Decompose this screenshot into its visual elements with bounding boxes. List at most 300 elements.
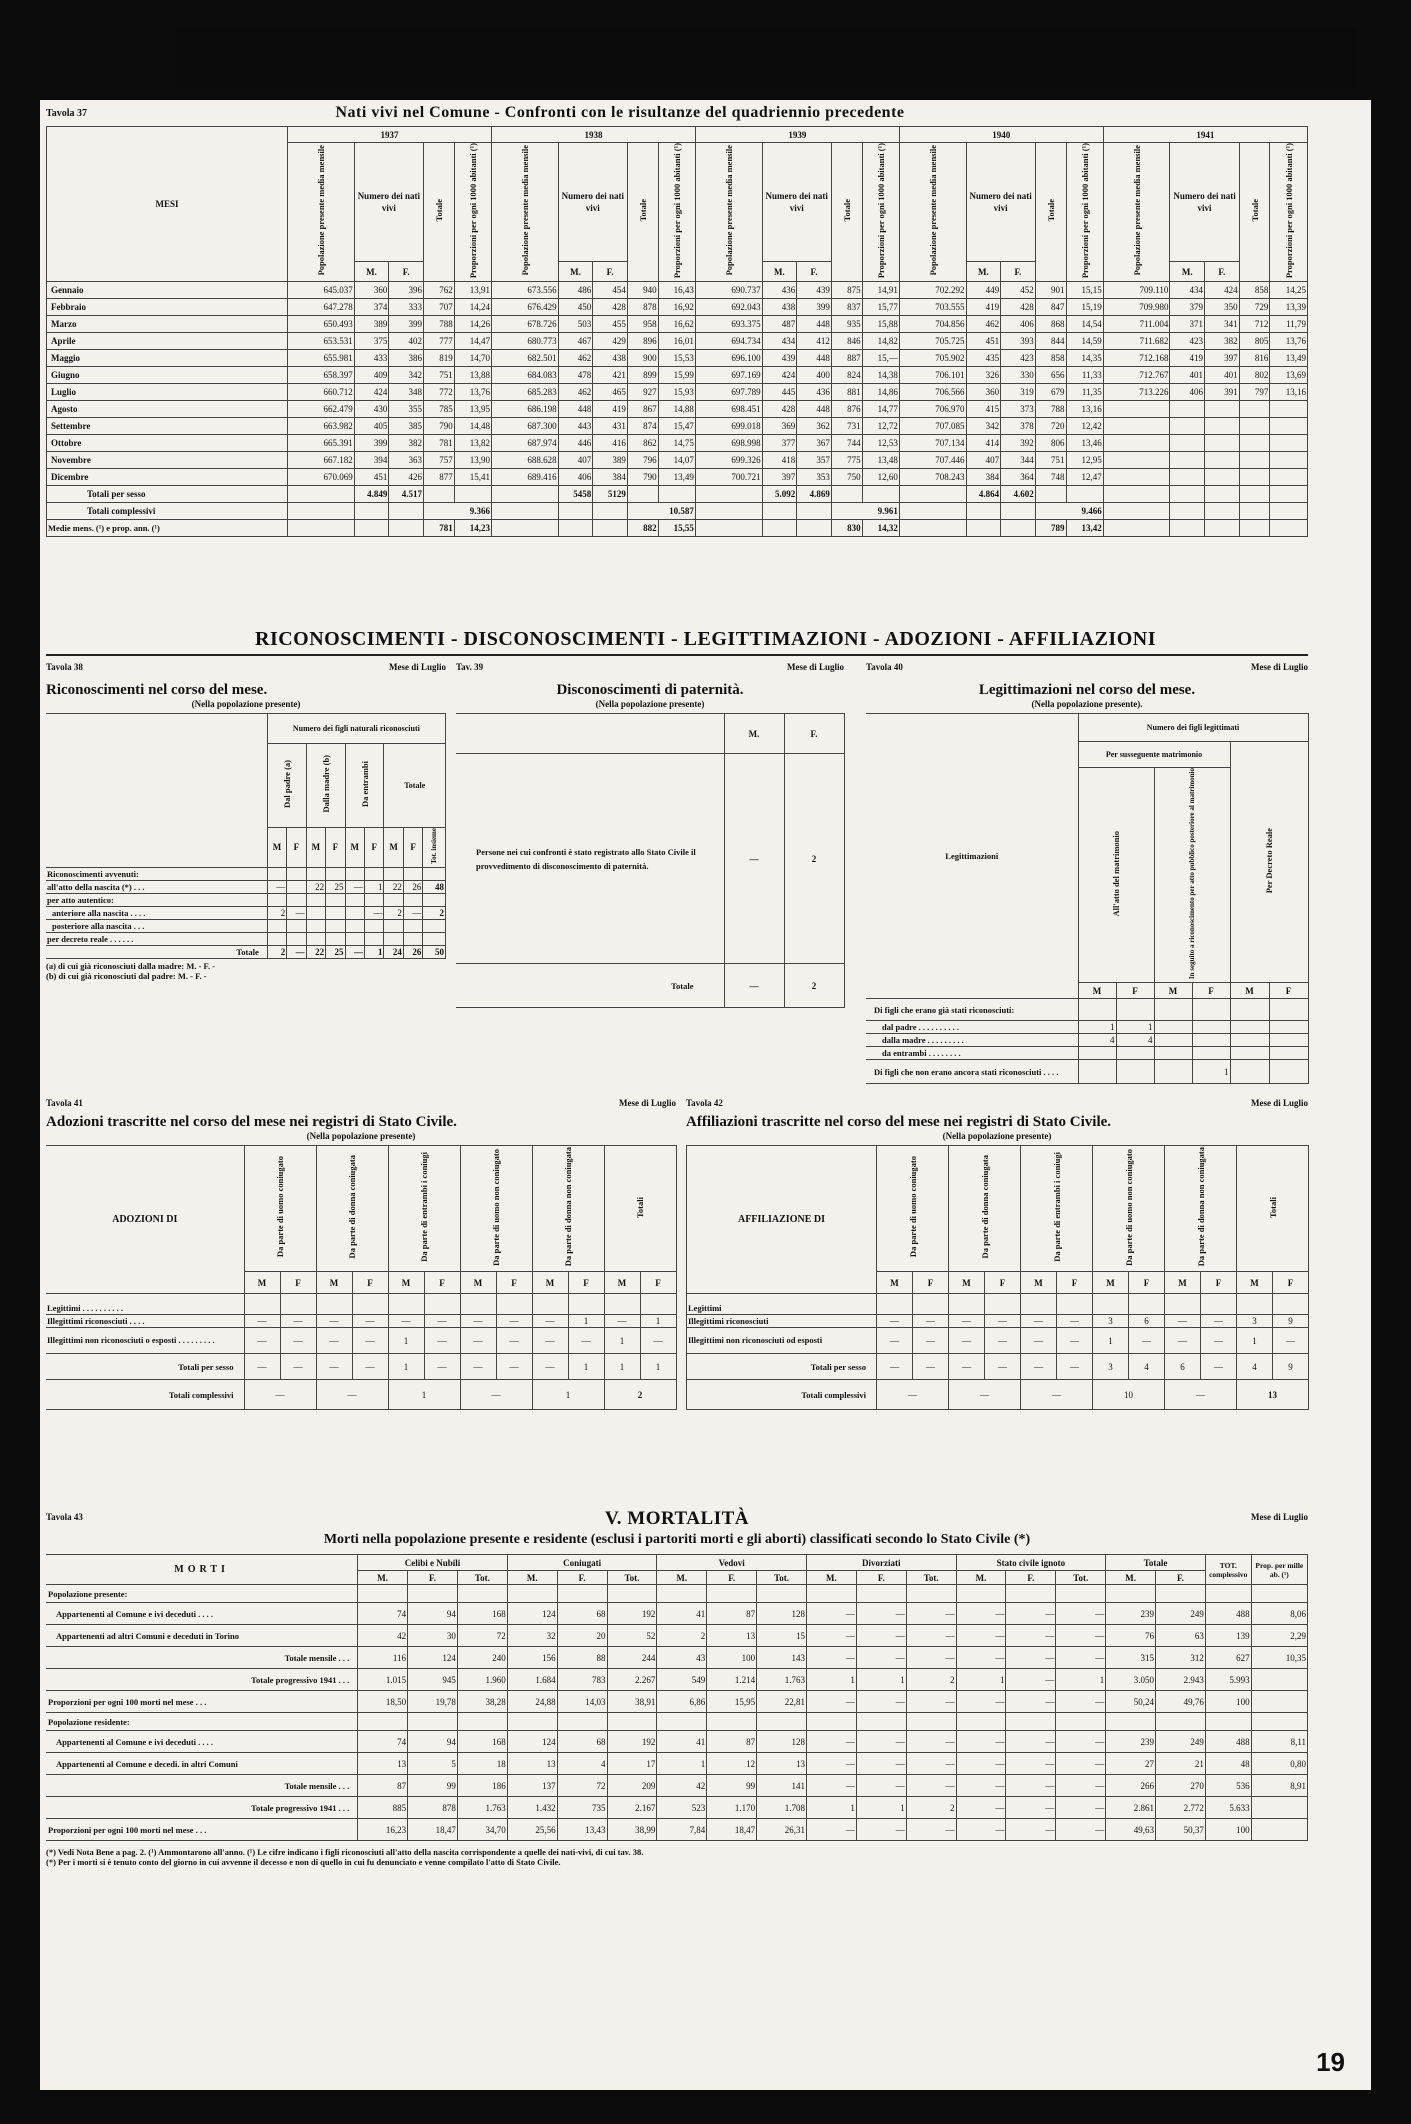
t37-cell: 874 (627, 418, 658, 435)
t37-col-tot: Totale (1045, 199, 1056, 222)
t43-cell: — (856, 1691, 906, 1713)
t43-cell: 3.050 (1106, 1669, 1156, 1691)
t41-col: Da parte di entrambi i coniugi (419, 1152, 429, 1262)
t37-cell: 762 (423, 282, 454, 299)
t43-cell: 2.267 (607, 1669, 657, 1691)
t43-cell: 74 (358, 1731, 408, 1753)
t43-cell: — (807, 1819, 857, 1841)
t43-group: Prop. per mille ab. (¹) (1251, 1555, 1307, 1585)
t42-cell: — (1129, 1328, 1165, 1354)
t43-table (46, 1554, 1308, 1841)
t38-row: anteriore alla nascita . . . . (46, 906, 267, 919)
t43-cell: — (906, 1731, 956, 1753)
t43-row-label: Proporzioni per ogni 100 morti nel mese . . . (46, 1691, 358, 1713)
t42-mf: F (1201, 1272, 1237, 1294)
page (40, 100, 1371, 2090)
t38-cell: — (403, 906, 422, 919)
t37-cell: 407 (558, 452, 593, 469)
t42-mf: M (1165, 1272, 1201, 1294)
t42-mf: M (949, 1272, 985, 1294)
t37-cell: 757 (423, 452, 454, 469)
t42-cell: — (985, 1328, 1021, 1354)
t43-cell: 878 (408, 1797, 458, 1819)
t37-cell: 385 (389, 418, 424, 435)
t37-tot-sesso: 5.092 (762, 486, 797, 503)
t37-cell: 901 (1035, 282, 1066, 299)
t37-cell: 412 (797, 333, 832, 350)
t37-cell (1270, 435, 1308, 452)
t42-cell: — (949, 1328, 985, 1354)
t37-cell: 389 (593, 452, 628, 469)
t42-mese: Mese di Luglio (1250, 1098, 1308, 1108)
t42-cell: — (877, 1380, 949, 1410)
t42-cell: 6 (1129, 1315, 1165, 1328)
t43-cell: 12 (707, 1753, 757, 1775)
t43-mft: M. (358, 1571, 408, 1585)
t37-cell: 14,26 (454, 316, 491, 333)
t37-cell: 806 (1035, 435, 1066, 452)
t41-cell: — (316, 1354, 352, 1380)
t37-cell: 15,19 (1066, 299, 1103, 316)
t37-cell: 667.182 (288, 452, 355, 469)
t37-cell: 656 (1035, 367, 1066, 384)
t38-cell: 25 (326, 880, 345, 893)
t40-col: In seguito a riconoscimento per atto pubblico posteriore al matrimonio (1188, 768, 1196, 980)
t37-tot-compl: 9.961 (831, 503, 899, 520)
t37-col-tot: Totale (433, 199, 444, 222)
t43-cell: 1.015 (358, 1669, 408, 1691)
t42-mf: M (1237, 1272, 1273, 1294)
t37-tot-compl-label: Totali complessivi (47, 503, 288, 520)
t43-cell: 87 (707, 1603, 757, 1625)
t37-cell: 503 (558, 316, 593, 333)
t37-cell: 729 (1239, 299, 1270, 316)
t43-cell: — (1006, 1603, 1056, 1625)
t37-cell (1170, 418, 1205, 435)
t42-sub: (Nella popolazione presente) (942, 1131, 1052, 1141)
t37-cell: 680.773 (492, 333, 559, 350)
t43-cell: 8,11 (1251, 1731, 1307, 1753)
t41-mf: M (604, 1272, 640, 1294)
t37-cell: 802 (1239, 367, 1270, 384)
t43-cell: 249 (1156, 1731, 1206, 1753)
t41-col: Totali (635, 1196, 645, 1218)
t37-cell: 392 (1001, 435, 1036, 452)
t43-cell: 42 (358, 1625, 408, 1647)
t37-cell: 400 (797, 367, 832, 384)
t43-cell: 2 (657, 1625, 707, 1647)
t37-cell: 382 (1205, 333, 1240, 350)
t43-cell: 94 (408, 1731, 458, 1753)
t43-cell: 18,50 (358, 1691, 408, 1713)
t37-cell: 796 (627, 452, 658, 469)
t37-col-nati: Numero dei nati vivi (762, 143, 831, 262)
t37-cell: 711.004 (1103, 316, 1170, 333)
t37-cell (1270, 401, 1308, 418)
t43-cell: 43 (657, 1647, 707, 1669)
t37-tot-compl: 9.366 (423, 503, 491, 520)
t41-tot-compl-label: Totali complessivi (46, 1380, 244, 1410)
t43-cell: 8,91 (1251, 1775, 1307, 1797)
t37-cell: 487 (762, 316, 797, 333)
t42-cell: — (985, 1354, 1021, 1380)
t41-cell: — (640, 1328, 676, 1354)
t37-cell: 14,82 (862, 333, 899, 350)
t37-cell: 429 (593, 333, 628, 350)
t43-cell: 63 (1156, 1625, 1206, 1647)
t37-tot-sesso: 4.869 (797, 486, 832, 503)
t42-cell: 1 (1093, 1328, 1129, 1354)
t37-cell: 662.479 (288, 401, 355, 418)
t38-note-b: (b) di cui già riconosciuti dal padre: M. - F. - (46, 970, 207, 981)
t37-cell: 875 (831, 282, 862, 299)
t43-cell: 14,03 (557, 1691, 607, 1713)
t43-row (46, 1585, 1308, 1603)
t37-cell: 887 (831, 350, 862, 367)
t40-mf: M (1230, 983, 1269, 999)
t43-row-label: Appartenenti al Comune e decedi. in altri Comuni (46, 1753, 358, 1775)
t37-cell: 788 (1035, 401, 1066, 418)
t37-cell: 382 (389, 435, 424, 452)
t41-mf: M (316, 1272, 352, 1294)
t43-cell: — (906, 1691, 956, 1713)
t43-rowhdr: MORTI (46, 1555, 358, 1585)
t38-note-a: (a) di cui già riconosciuti dalla madre: M. - F. - (46, 960, 216, 971)
t37-cell: 13,88 (454, 367, 491, 384)
t43-cell: 249 (1156, 1603, 1206, 1625)
t42-mf: M (877, 1272, 913, 1294)
t38-mf: F (403, 828, 422, 868)
t43-block (46, 1510, 1308, 1867)
t37-cell: 15,77 (862, 299, 899, 316)
t42-cell: 3 (1237, 1315, 1273, 1328)
t37-cell: 819 (423, 350, 454, 367)
t42-cell: 9 (1273, 1354, 1309, 1380)
t37-cell: 379 (1170, 299, 1205, 316)
t37-f: F. (1001, 262, 1036, 282)
t37-cell: 448 (797, 316, 832, 333)
t43-cell: — (906, 1775, 956, 1797)
t37-cell: 439 (762, 350, 797, 367)
t37-cell: 319 (1001, 384, 1036, 401)
t37-cell: 384 (966, 469, 1001, 486)
t37-cell (1239, 418, 1270, 435)
t38-mf: M (267, 828, 286, 868)
t37-cell: 15,41 (454, 469, 491, 486)
t37-cell: 647.278 (288, 299, 355, 316)
t41-mf: M (388, 1272, 424, 1294)
t39-body: Persone nei cui confronti è stato registrato allo Stato Civile il provvedimento di disconoscimento di paternità. (456, 754, 724, 964)
t37-cell: 326 (966, 367, 1001, 384)
t37-tot-sesso: 4.517 (389, 486, 424, 503)
t37-cell: 330 (1001, 367, 1036, 384)
t43-cell: 13,43 (557, 1819, 607, 1841)
t37-cell: 462 (966, 316, 1001, 333)
t39-f: F. (784, 714, 844, 754)
page-number: 19 (1316, 2047, 1345, 2077)
t41-tot-sesso-label: Totali per sesso (46, 1354, 244, 1380)
t43-cell: — (807, 1775, 857, 1797)
t43-cell: 48 (1205, 1753, 1251, 1775)
t40-mf: F (1269, 983, 1308, 999)
t38-row: per atto autentico: (46, 893, 267, 906)
t43-cell: 72 (457, 1625, 507, 1647)
t39-cell: 2 (784, 964, 844, 1008)
t37-cell: 777 (423, 333, 454, 350)
t43-row-label: Totale progressivo 1941 . . . (46, 1797, 358, 1819)
t43-foot2: (*) Per i morti si è tenuto conto del giorno in cui avvenne il decesso e non di quello in cui fu denunciato e venne compilato l'atto di Stato Civile. (46, 1857, 561, 1867)
t37-cell: 350 (1205, 299, 1240, 316)
t37-cell: 16,62 (658, 316, 695, 333)
t37-cell: 927 (627, 384, 658, 401)
t41-mf: F (568, 1272, 604, 1294)
t37-cell: 862 (627, 435, 658, 452)
t37-cell: 13,82 (454, 435, 491, 452)
t37-cell: 14,47 (454, 333, 491, 350)
t37-cell: 673.556 (492, 282, 559, 299)
t37-col-pop: Popolazione presente media mensile (519, 145, 530, 276)
t41-block (46, 1098, 676, 1410)
t37-m: M. (966, 262, 1001, 282)
t43-cell: 244 (607, 1647, 657, 1669)
t37-cell: 707.085 (899, 418, 966, 435)
t43-mese: Mese di Luglio (1250, 1512, 1308, 1522)
t42-cell: 4 (1237, 1354, 1273, 1380)
t37-cell: 687.300 (492, 418, 559, 435)
t43-cell: 49,63 (1106, 1819, 1156, 1841)
t37-cell: 450 (558, 299, 593, 316)
t38-col: Dalla madre (b) (320, 755, 331, 813)
t43-cell: 186 (457, 1775, 507, 1797)
t37-col-tot: Totale (1249, 199, 1260, 222)
t37-tot-sesso: 4.864 (966, 486, 1001, 503)
t43-cell: 94 (408, 1603, 458, 1625)
t43-foot1: (*) Vedi Nota Bene a pag. 2. (¹) Ammontarono all'anno. (¹) Le cifre indicano i figli riconosciuti all'atto della nascita corrispondente a quelle dei nati-vivi, di cui tav. 38. (46, 1847, 644, 1857)
t37-cell (1205, 418, 1240, 435)
t37-cell (1205, 469, 1240, 486)
t43-cell: 13 (707, 1625, 757, 1647)
t43-row-label: Totale mensile . . . (46, 1775, 358, 1797)
t37-col-prop: Proporzioni per ogni 1000 abitanti (¹) (1079, 143, 1090, 279)
t37-m: M. (762, 262, 797, 282)
t43-cell: — (956, 1819, 1006, 1841)
t37-cell: 785 (423, 401, 454, 418)
t43-cell: — (1056, 1603, 1106, 1625)
t43-cell: 1 (1056, 1669, 1106, 1691)
t37-col-tot: Totale (841, 199, 852, 222)
t37-month: Luglio (47, 384, 288, 401)
t37-cell: 399 (389, 316, 424, 333)
t43-cell: — (1006, 1819, 1056, 1841)
t43-section: V. MORTALITÀ (605, 1508, 749, 1529)
t42-row: Legittimi (687, 1294, 877, 1315)
t43-cell: 19,78 (408, 1691, 458, 1713)
t37-cell: 655.981 (288, 350, 355, 367)
t37-cell: 333 (389, 299, 424, 316)
t37-cell (1239, 469, 1270, 486)
t39-cell: — (724, 754, 784, 964)
t38-cell: — (345, 880, 364, 893)
t37-medie: 13,42 (1066, 520, 1103, 537)
t37-col-prop: Proporzioni per ogni 1000 abitanti (¹) (1283, 143, 1294, 279)
t43-cell: — (807, 1603, 857, 1625)
t37-cell: 13,16 (1270, 384, 1308, 401)
t37-cell: 433 (354, 350, 389, 367)
t37-cell: 670.069 (288, 469, 355, 486)
t37-cell (1103, 452, 1170, 469)
t37-cell: 707.134 (899, 435, 966, 452)
t37-col-pop: Popolazione presente media mensile (723, 145, 734, 276)
t40-mf: F (1116, 983, 1154, 999)
t37-cell: 881 (831, 384, 862, 401)
t37-cell: 15,15 (1066, 282, 1103, 299)
t43-body (46, 1585, 1308, 1841)
t37-cell (1270, 418, 1308, 435)
t38-cell: — (287, 945, 306, 958)
t37-cell: 876 (831, 401, 862, 418)
t38-cell: — (365, 906, 384, 919)
t37-cell: 14,35 (1066, 350, 1103, 367)
t43-row-label: Appartenenti al Comune e ivi deceduti . . . . (46, 1603, 358, 1625)
t38-mf: M (345, 828, 364, 868)
t43-cell: — (1056, 1625, 1106, 1647)
t37-cell: 14,24 (454, 299, 491, 316)
t39-tot-label: Totale (456, 964, 724, 1008)
t43-cell: — (1006, 1669, 1056, 1691)
t37-cell: 645.037 (288, 282, 355, 299)
t43-cell: 312 (1156, 1647, 1206, 1669)
t41-cell: 1 (604, 1354, 640, 1380)
t39-table (456, 713, 845, 1008)
t43-mft: M. (956, 1571, 1006, 1585)
t43-cell: 38,28 (457, 1691, 507, 1713)
t37-cell: 486 (558, 282, 593, 299)
t42-cell: 3 (1093, 1354, 1129, 1380)
t43-row (46, 1713, 1308, 1731)
t37-cell: 409 (354, 367, 389, 384)
t37-cell: 467 (558, 333, 593, 350)
t37-cell: 14,91 (862, 282, 899, 299)
t37-cell: 15,99 (658, 367, 695, 384)
t37-cell: 703.555 (899, 299, 966, 316)
t37-cell: 416 (593, 435, 628, 452)
t37-cell: 706.101 (899, 367, 966, 384)
t42-mf: M (1093, 1272, 1129, 1294)
t37-tot-sesso: 5129 (593, 486, 628, 503)
t37-cell: 434 (762, 333, 797, 350)
t43-cell: 68 (557, 1731, 607, 1753)
t37-cell: 697.169 (695, 367, 762, 384)
t43-cell: — (856, 1753, 906, 1775)
t37-cell (1239, 401, 1270, 418)
t43-mft: Tot. (607, 1571, 657, 1585)
t37-cell: 12,60 (862, 469, 899, 486)
t41-cell: — (460, 1354, 496, 1380)
t37-cell: 13,91 (454, 282, 491, 299)
t43-cell: 21 (1156, 1753, 1206, 1775)
t43-cell: 38,99 (607, 1819, 657, 1841)
t41-mf: F (352, 1272, 388, 1294)
t43-cell: 99 (408, 1775, 458, 1797)
t43-cell: 42 (657, 1775, 707, 1797)
t41-cell: — (532, 1354, 568, 1380)
t37-cell (1205, 401, 1240, 418)
t43-row (46, 1669, 1308, 1691)
t37-cell: 696.100 (695, 350, 762, 367)
t38-sub: (Nella popolazione presente) (191, 699, 301, 709)
t43-cell: 239 (1106, 1731, 1156, 1753)
t37-cell: 705.902 (899, 350, 966, 367)
t37-row (47, 469, 1308, 486)
t37-m: M. (354, 262, 389, 282)
t37-cell: 706.566 (899, 384, 966, 401)
t43-cell: 1 (956, 1669, 1006, 1691)
t41-table (46, 1145, 677, 1410)
t37-col-prop: Proporzioni per ogni 1000 abitanti (¹) (875, 143, 886, 279)
t41-row: Illegittimi riconosciuti . . . . (46, 1315, 244, 1328)
t43-cell: 945 (408, 1669, 458, 1691)
t43-cell: 18 (457, 1753, 507, 1775)
t37-cell: 781 (423, 435, 454, 452)
t41-cell: 1 (388, 1380, 460, 1410)
t37-cell: 426 (389, 469, 424, 486)
t43-row-label: Totale mensile . . . (46, 1647, 358, 1669)
t40-cell: 4 (1116, 1034, 1154, 1047)
t43-group: Vedovi (657, 1555, 807, 1571)
t37-cell: 424 (762, 367, 797, 384)
t43-cell: 74 (358, 1603, 408, 1625)
t42-cell: — (877, 1328, 913, 1354)
t37-cell: 448 (797, 350, 832, 367)
t43-cell: — (956, 1691, 1006, 1713)
t37-cell: 430 (354, 401, 389, 418)
t41-mf: F (496, 1272, 532, 1294)
t43-cell: 1.214 (707, 1669, 757, 1691)
t40-col: Per Decreto Reale (1264, 827, 1275, 894)
t37-cell: 439 (797, 282, 832, 299)
t37-cell: 406 (1170, 384, 1205, 401)
t41-rowhdr: ADOZIONI DI (46, 1146, 244, 1294)
t37-col-nati: Numero dei nati vivi (1170, 143, 1239, 262)
t37-f: F. (797, 262, 832, 282)
t37-cell: 707 (423, 299, 454, 316)
t39-cell: 2 (784, 754, 844, 964)
t43-cell: 18,47 (707, 1819, 757, 1841)
t37-cell: 940 (627, 282, 658, 299)
t43-mft: M. (1106, 1571, 1156, 1585)
t42-cell: — (1057, 1315, 1093, 1328)
t37-cell: 13,16 (1066, 401, 1103, 418)
t37-cell (1103, 435, 1170, 452)
t41-cell: — (424, 1354, 460, 1380)
t37-cell: 704.856 (899, 316, 966, 333)
t42-cell: — (1165, 1380, 1237, 1410)
t43-cell: 68 (557, 1603, 607, 1625)
t43-cell: — (956, 1753, 1006, 1775)
t43-mft: F. (408, 1571, 458, 1585)
t41-mf: M (244, 1272, 280, 1294)
t43-cell: 2.861 (1106, 1797, 1156, 1819)
t37-month: Maggio (47, 350, 288, 367)
t37-cell: 15,88 (862, 316, 899, 333)
t42-col: Da parte di entrambi i coniugi (1051, 1152, 1062, 1262)
t40-row: Di figli che non erano ancora stati riconosciuti . . . . (866, 1060, 1078, 1084)
t43-cell: 143 (757, 1647, 807, 1669)
t43-cell (1251, 1691, 1307, 1713)
t41-cell: — (532, 1315, 568, 1328)
t38-cell: 26 (403, 945, 422, 958)
t37-cell (1170, 401, 1205, 418)
